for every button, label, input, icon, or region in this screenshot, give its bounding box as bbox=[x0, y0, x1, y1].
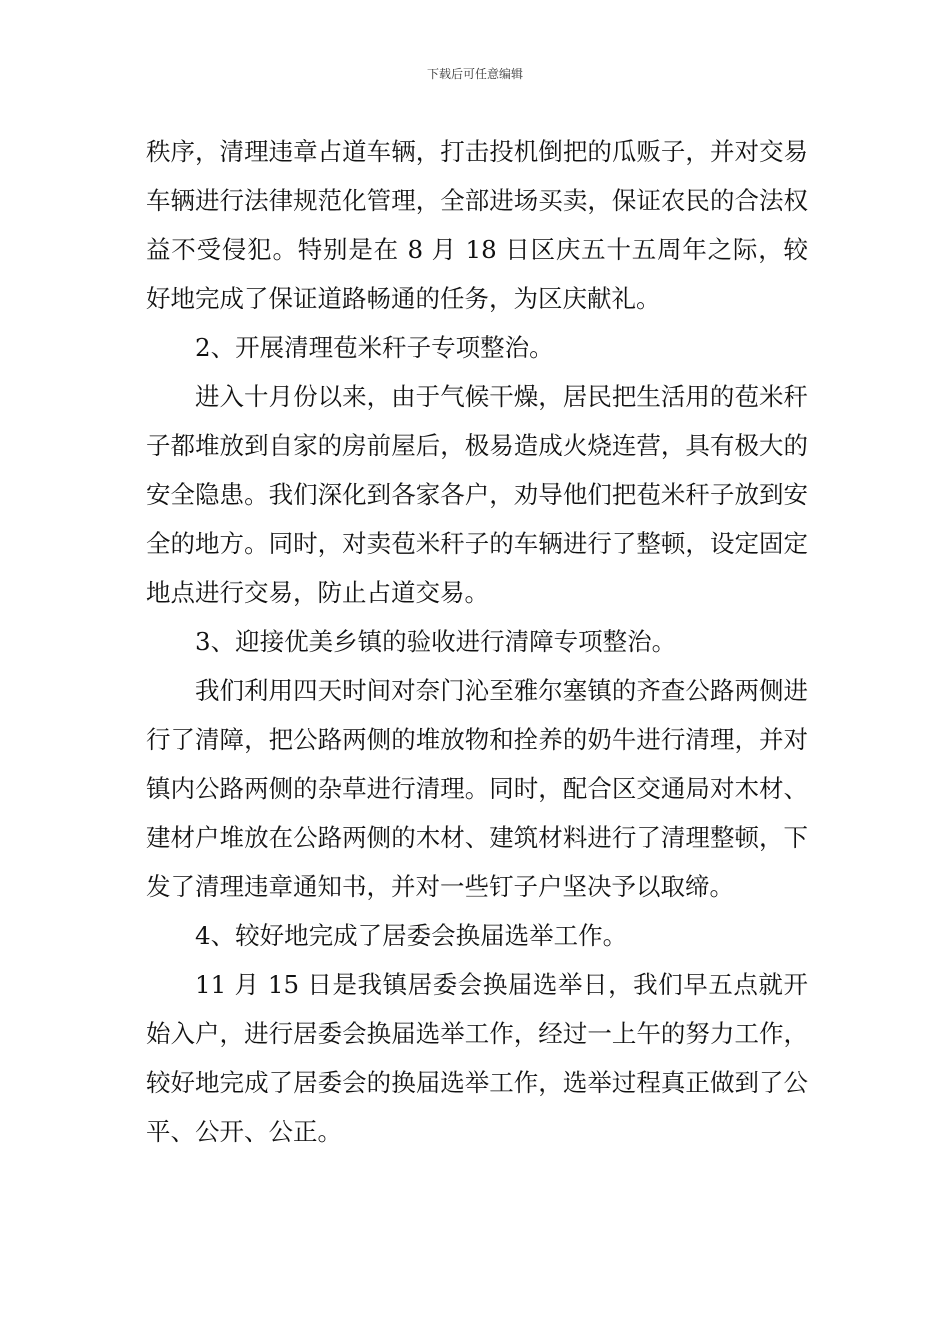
paragraph-4: 11 月 15 日是我镇居委会换届选举日，我们早五点就开始入户，进行居委会换届选举工作，经过一上午的努力工作，较好地完成了居委会的换届选举工作，选举过程真正做到了公平、公开、公正。 bbox=[146, 970, 808, 1146]
header-note: 下载后可任意编辑 bbox=[426, 67, 523, 81]
paragraph-2: 进入十月份以来，由于气候干燥，居民把生活用的苞米秆子都堆放到自家的房前屋后，极易造成火烧连营，具有极大的安全隐患。我们深化到各家各户，劝导他们把苞米秆子放到安全的地方。同时，对卖苞米秆子的车辆进行了整顿，设定固定地点进行交易，防止占道交易。 bbox=[146, 382, 808, 607]
section-heading-2: 2、开展清理苞米秆子专项整治。 bbox=[195, 333, 554, 362]
section-heading-4: 4、较好地完成了居委会换届选举工作。 bbox=[195, 921, 628, 950]
paragraph-1: 秩序，清理违章占道车辆，打击投机倒把的瓜贩子，并对交易车辆进行法律规范化管理，全部进场买卖，保证农民的合法权益不受侵犯。特别是在 8 月 18 日区庆五十五周年之际，较好地完成了保证道路畅通的任务，为区庆献礼。 bbox=[146, 137, 808, 313]
paragraph-3: 我们利用四天时间对奈门沁至雅尔塞镇的齐查公路两侧进行了清障，把公路两侧的堆放物和拴养的奶牛进行清理，并对镇内公路两侧的杂草进行清理。同时，配合区交通局对木材、建材户堆放在公路两侧的木材、建筑材料进行了清理整顿，下发了清理违章通知书，并对一些钉子户坚决予以取缔。 bbox=[146, 676, 808, 901]
document-body bbox=[146, 127, 808, 1156]
section-heading-3: 3、迎接优美乡镇的验收进行清障专项整治。 bbox=[195, 627, 677, 656]
